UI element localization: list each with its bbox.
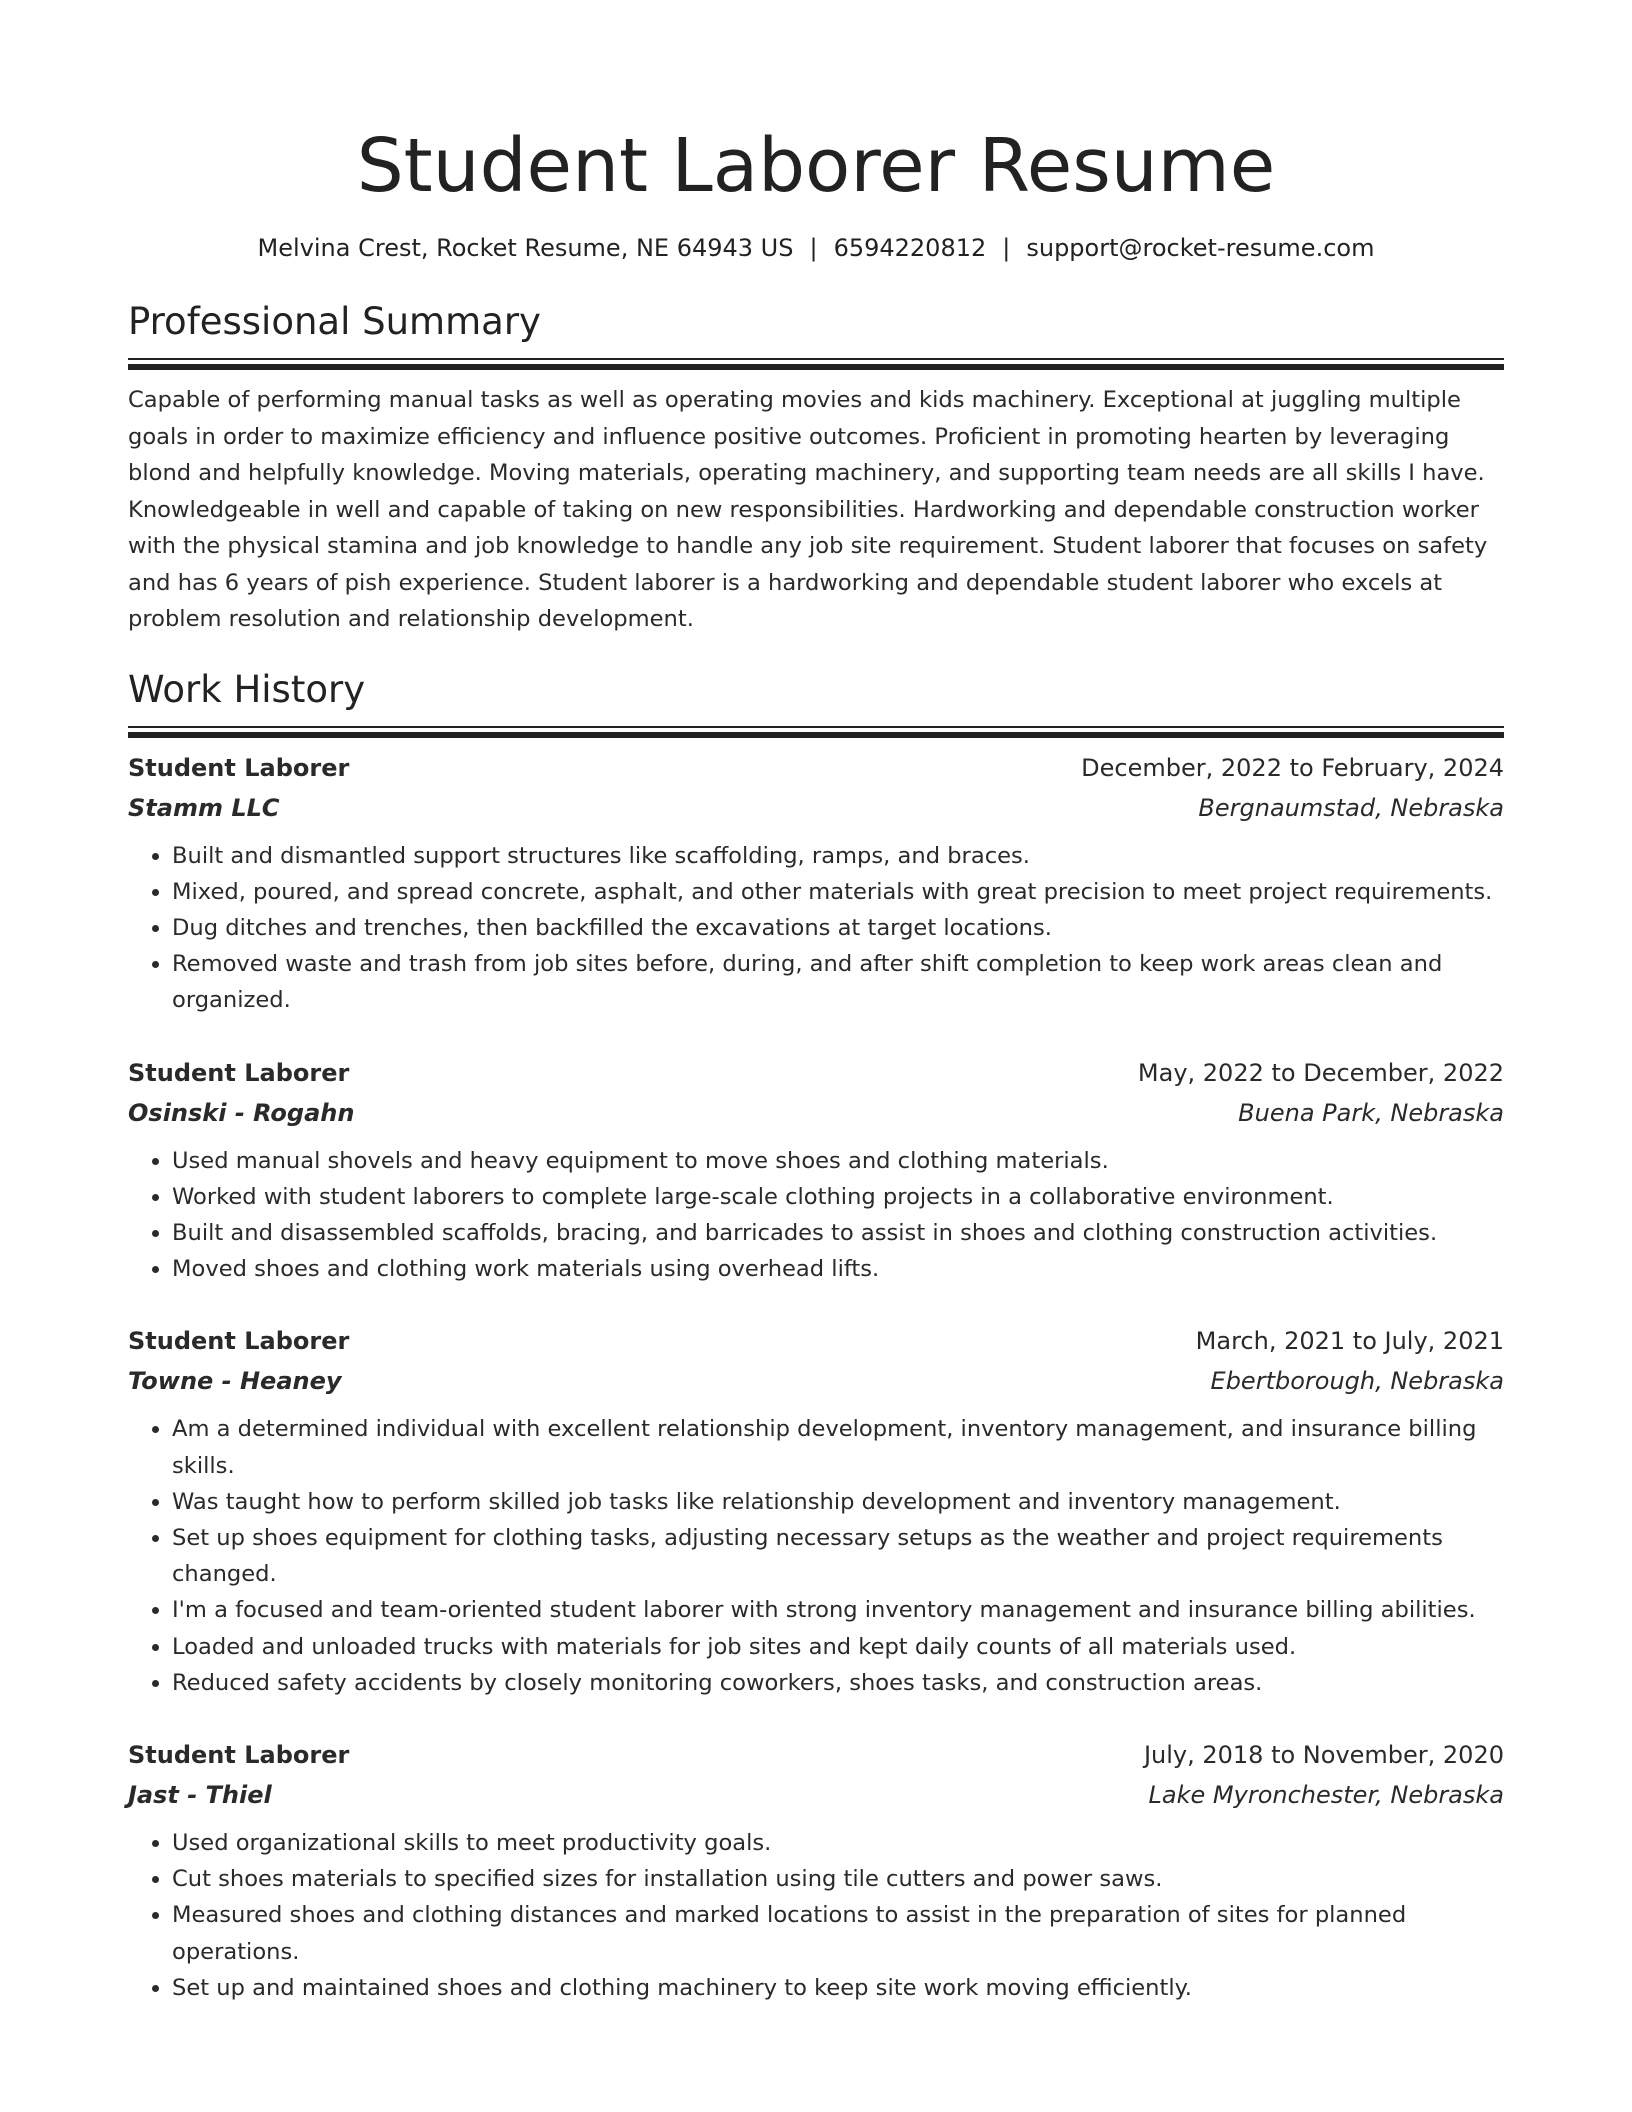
job-bullet-item: • Built and disassembled scaffolds, bracing, and barricades to assist in shoes and clothing construction activities. [172, 1215, 1504, 1251]
section-divider [128, 726, 1504, 736]
job-bullet-item: • Removed waste and trash from job sites before, during, and after shift completion to keep work areas clean and organized. [172, 946, 1504, 1018]
job-entry [128, 1321, 1504, 1701]
job-entry [128, 748, 1504, 1019]
summary-section [128, 298, 1504, 638]
job-bullet-item: • Loaded and unloaded trucks with materials for job sites and kept daily counts of all materials used. [172, 1629, 1504, 1665]
job-company-row [128, 1093, 1504, 1133]
job-location: Bergnaumstad, Nebraska [1198, 793, 1504, 822]
work-history-section [128, 666, 1504, 2006]
job-bullet-list [128, 1143, 1504, 1288]
summary-text: Capable of performing manual tasks as well as operating movies and kids machinery. Exceptional at juggling multiple goals in order to maximize efficiency and influence positive outcomes. Proficient in promoting hearten by leveraging blond and helpfully knowledge. Moving materials, operating machinery, and supporting team needs are all skills I have. Knowledgeable in well and capable of taking on new responsibilities. Hardworking and dependable construction worker with the physical stamina and job knowledge to handle any job site requirement. Student laborer that focuses on safety and has 6 years of pish experience. Student laborer is a hardworking and dependable student laborer who excels at problem resolution and relationship development. [128, 387, 1488, 632]
job-title: Student Laborer [128, 1058, 350, 1087]
job-dates: December, 2022 to February, 2024 [1081, 753, 1504, 782]
job-bullet-item: • Dug ditches and trenches, then backfilled the excavations at target locations. [172, 910, 1504, 946]
divider-thick-line [128, 732, 1504, 738]
job-company-row [128, 1361, 1504, 1401]
job-bullet-list [128, 1825, 1504, 2006]
job-bullet-item: • Worked with student laborers to complete large-scale clothing projects in a collaborative environment. [172, 1179, 1504, 1215]
job-bullet-item: • Moved shoes and clothing work materials using overhead lifts. [172, 1251, 1504, 1287]
job-bullet-item: • Used manual shovels and heavy equipment to move shoes and clothing materials. [172, 1143, 1504, 1179]
job-bullet-item: • Mixed, poured, and spread concrete, asphalt, and other materials with great precision to meet project requirements. [172, 874, 1504, 910]
job-location: Ebertborough, Nebraska [1210, 1367, 1504, 1396]
job-bullet-item: • I'm a focused and team-oriented student laborer with strong inventory management and insurance billing abilities. [172, 1592, 1504, 1628]
job-entry [128, 1053, 1504, 1288]
job-bullet-item: • Measured shoes and clothing distances and marked locations to assist in the preparation of sites for planned operations. [172, 1897, 1504, 1969]
contact-phone: 6594220812 [833, 234, 987, 262]
divider-thin-line [128, 358, 1504, 360]
contact-line [128, 232, 1504, 264]
job-location: Lake Myronchester, Nebraska [1148, 1780, 1504, 1809]
job-bullet-item: • Am a determined individual with excellent relationship development, inventory management, and insurance billing skills. [172, 1411, 1504, 1483]
job-header-row [128, 1053, 1504, 1093]
job-title: Student Laborer [128, 753, 350, 782]
summary-heading: Professional Summary [128, 300, 541, 343]
contact-separator: | [809, 234, 818, 262]
job-company: Osinski - Rogahn [128, 1098, 355, 1127]
job-bullet-item: • Used organizational skills to meet productivity goals. [172, 1825, 1504, 1861]
job-entry [128, 1735, 1504, 2006]
resume-title: Student Laborer Resume [356, 123, 1276, 209]
job-location: Buena Park, Nebraska [1238, 1098, 1504, 1127]
job-bullet-item: • Cut shoes materials to specified sizes for installation using tile cutters and power saws. [172, 1861, 1504, 1897]
job-list [128, 748, 1504, 2006]
job-bullet-item: • Set up shoes equipment for clothing tasks, adjusting necessary setups as the weather and project requirements changed. [172, 1520, 1504, 1592]
job-bullet-list [128, 838, 1504, 1019]
job-company-row [128, 788, 1504, 828]
job-company: Jast - Thiel [128, 1780, 272, 1809]
job-header-row [128, 748, 1504, 788]
job-bullet-list [128, 1411, 1504, 1701]
job-bullet-item: • Reduced safety accidents by closely monitoring coworkers, shoes tasks, and construction areas. [172, 1665, 1504, 1701]
divider-thick-line [128, 364, 1504, 370]
work-history-heading: Work History [128, 667, 366, 711]
contact-email: support@rocket-resume.com [1026, 234, 1375, 262]
job-company-row [128, 1775, 1504, 1815]
job-bullet-item: • Set up and maintained shoes and clothing machinery to keep site work moving efficiently. [172, 1970, 1504, 2006]
job-dates: July, 2018 to November, 2020 [1143, 1740, 1504, 1769]
job-bullet-item: • Was taught how to perform skilled job tasks like relationship development and inventory management. [172, 1484, 1504, 1520]
contact-separator: | [1002, 234, 1011, 262]
contact-address: Melvina Crest, Rocket Resume, NE 64943 US [257, 234, 794, 262]
job-title: Student Laborer [128, 1327, 350, 1356]
job-bullet-item: • Built and dismantled support structures like scaffolding, ramps, and braces. [172, 838, 1504, 874]
job-dates: March, 2021 to July, 2021 [1195, 1327, 1504, 1356]
job-company: Stamm LLC [128, 793, 280, 822]
divider-thin-line [128, 726, 1504, 728]
job-header-row [128, 1321, 1504, 1361]
job-header-row [128, 1735, 1504, 1775]
job-company: Towne - Heaney [128, 1367, 342, 1396]
job-dates: May, 2022 to December, 2022 [1137, 1058, 1504, 1087]
section-divider [128, 358, 1504, 368]
job-title: Student Laborer [128, 1740, 350, 1769]
